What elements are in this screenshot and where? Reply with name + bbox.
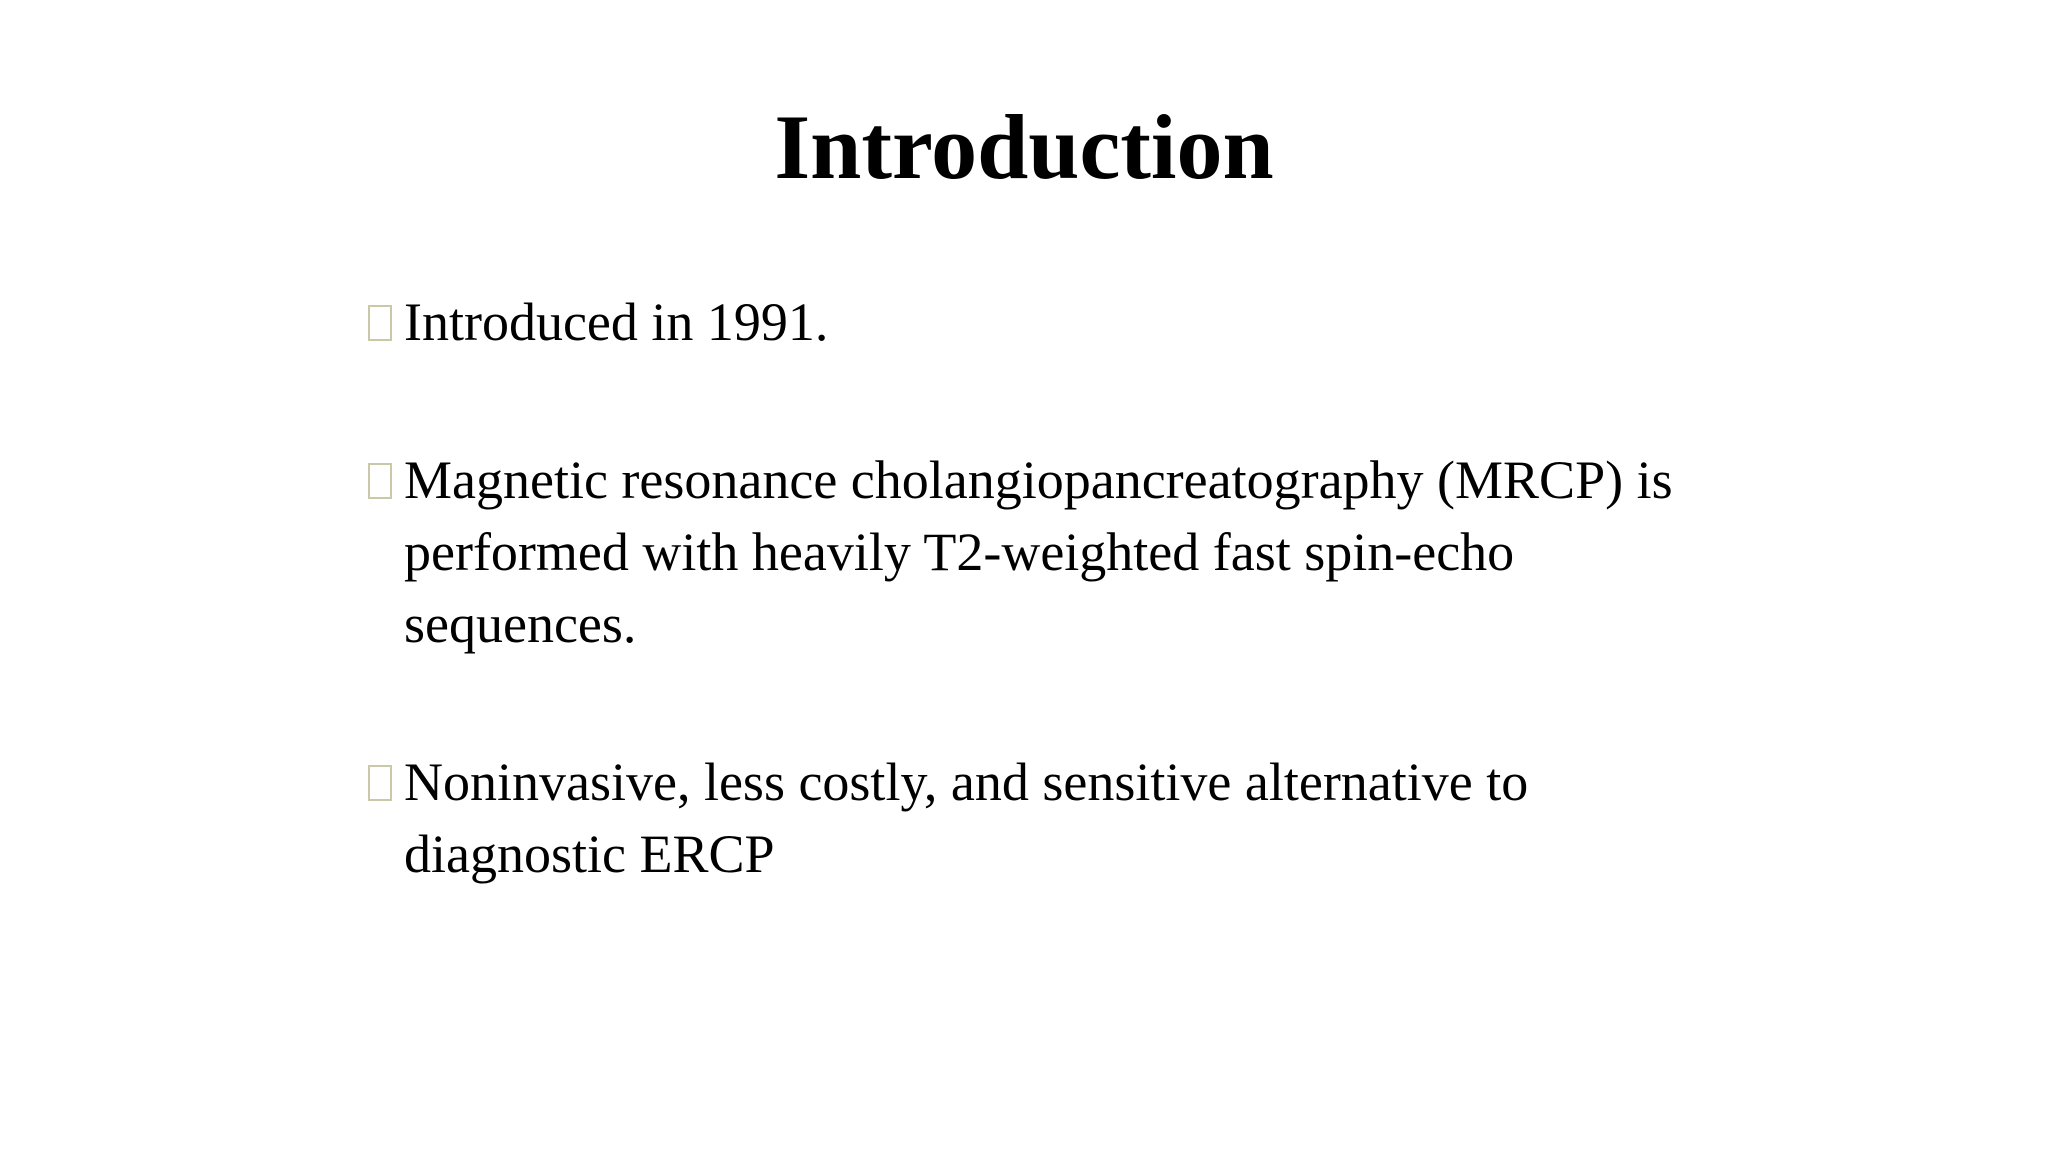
square-bullet-icon — [368, 463, 392, 499]
slide-title: Introduction — [774, 96, 1274, 198]
bullet-text: Introduced in 1991. — [404, 292, 829, 352]
bullet-text: Magnetic resonance cholangiopancreatography (MRCP) is performed with heavily T2-weighted fast spin-echo sequences. — [404, 450, 1673, 654]
bullet-item — [364, 286, 1744, 358]
bullet-item — [364, 746, 1744, 890]
bullet-item — [364, 444, 1744, 660]
square-bullet-icon — [368, 305, 392, 341]
bullet-text: Noninvasive, less costly, and sensitive alternative to diagnostic ERCP — [404, 752, 1529, 884]
bullet-list — [364, 286, 1744, 890]
square-bullet-icon — [368, 765, 392, 801]
